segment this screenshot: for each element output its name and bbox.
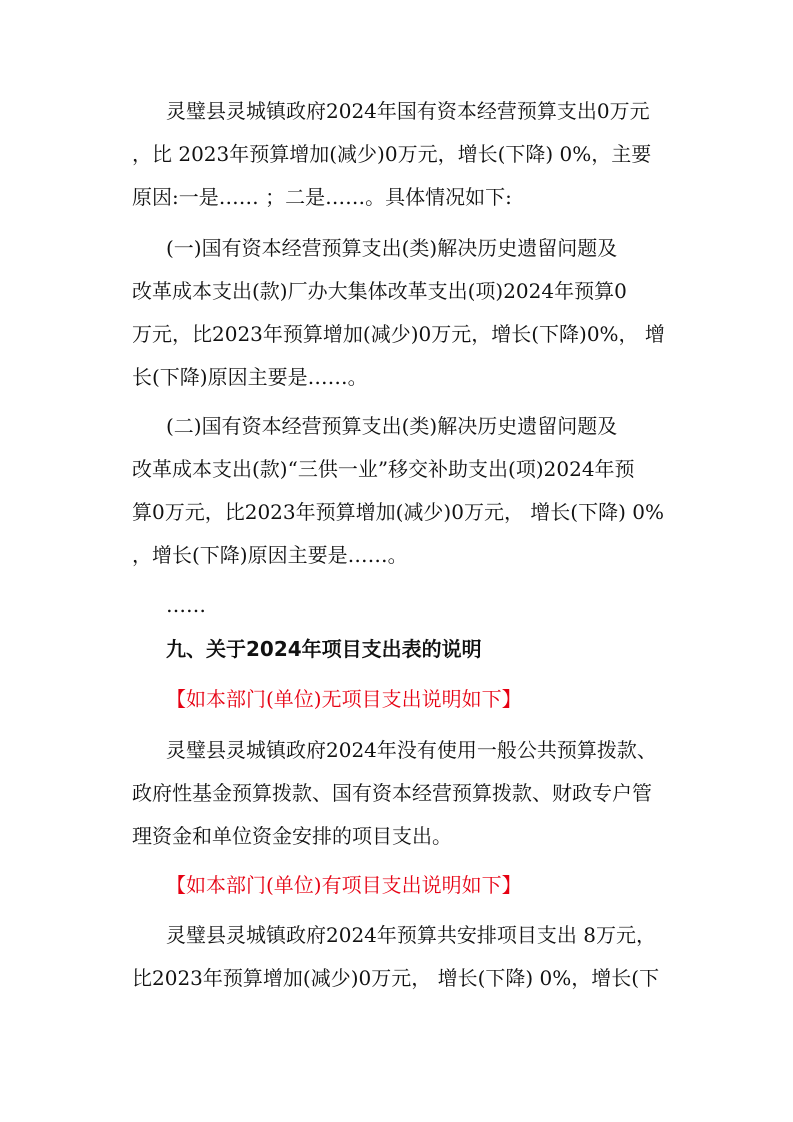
ellipsis-line: …… [166,593,206,617]
paragraph-1-line-3: 原因:一是…… ；二是……。具体情况如下: [132,185,512,209]
paragraph-2-line-2: 改革成本支出(款)厂办大集体改革支出(项)2024年预算0 [132,279,627,303]
paragraph-4-line-1: 灵璧县灵城镇政府2024年没有使用一般公共预算拨款、 [166,738,657,762]
paragraph-4-line-3: 理资金和单位资金安排的项目支出。 [132,824,452,848]
paragraph-2-line-1: (一)国有资本经营预算支出(类)解决历史遗留问题及 [166,236,618,260]
paragraph-3-line-4: ，增长(下降)原因主要是……。 [132,543,408,567]
paragraph-4-line-2: 政府性基金预算拨款、国有资本经营预算拨款、财政专户管 [132,781,652,805]
paragraph-3-line-3: 算0万元，比2023年预算增加(减少)0万元， 增长(下降) 0% [132,500,665,524]
note-no-project: 【如本部门(单位)无项目支出说明如下】 [166,687,522,711]
paragraph-5-line-1: 灵璧县灵城镇政府2024年预算共安排项目支出 8万元， [166,923,656,947]
paragraph-5-line-2: 比2023年预算增加(减少)0万元， 增长(下降) 0%，增长(下 [132,966,660,990]
paragraph-2-line-3: 万元，比2023年预算增加(减少)0万元，增长(下降)0%， 增 [132,322,665,346]
paragraph-1-line-1: 灵璧县灵城镇政府2024年国有资本经营预算支出0万元 [166,99,650,123]
paragraph-3-line-2: 改革成本支出(款)“三供一业”移交补助支出(项)2024年预 [132,457,635,481]
paragraph-3-line-1: (二)国有资本经营预算支出(类)解决历史遗留问题及 [166,414,618,438]
note-has-project: 【如本部门(单位)有项目支出说明如下】 [166,873,522,897]
paragraph-1-line-2: ，比 2023年预算增加(减少)0万元，增长(下降) 0%，主要 [132,142,652,166]
paragraph-2-line-4: 长(下降)原因主要是……。 [132,365,368,389]
section-heading: 九、关于2024年项目支出表的说明 [166,637,482,661]
